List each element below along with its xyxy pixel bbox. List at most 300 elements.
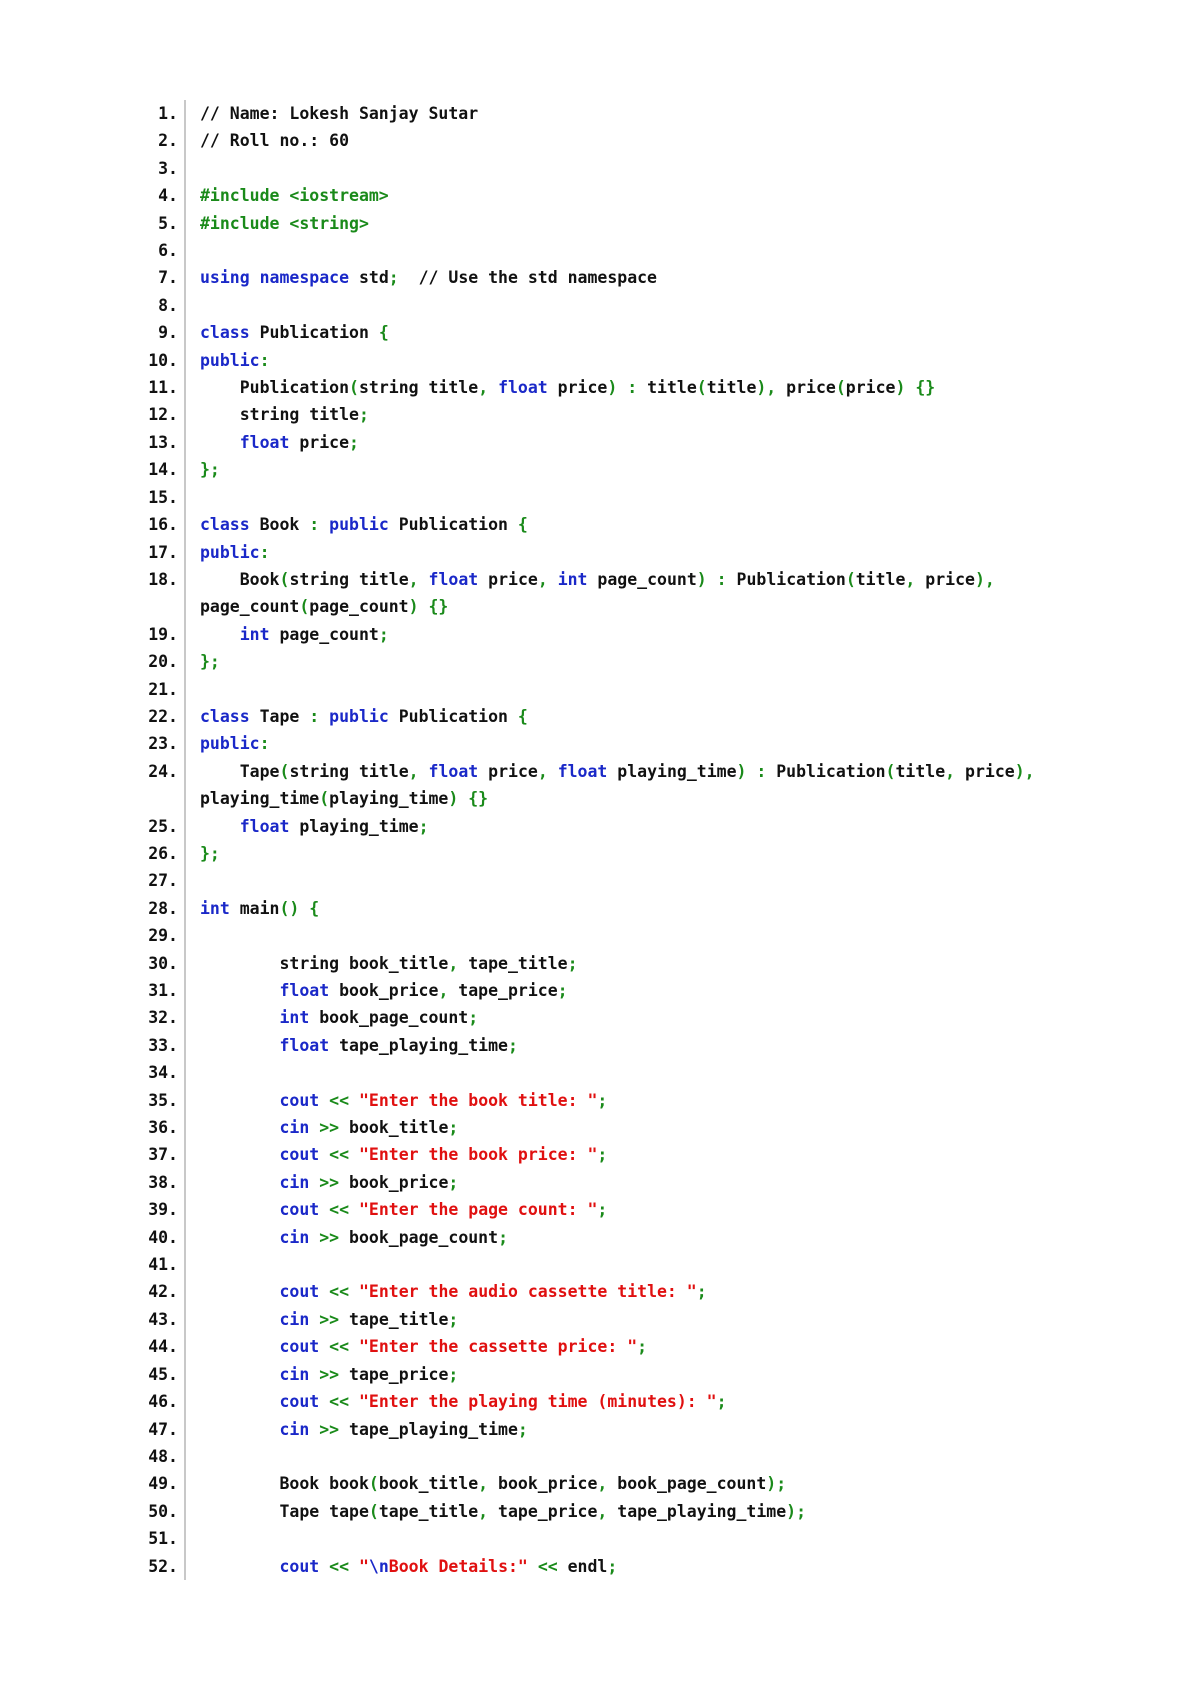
comment-token: // Use the std namespace — [418, 268, 657, 288]
code-text: playing_time — [200, 789, 320, 809]
code-line — [140, 1525, 1140, 1552]
code-line — [140, 1416, 1140, 1443]
keyword-token: using — [200, 268, 250, 288]
code-text: playing_time — [329, 789, 449, 809]
line-number: 31. — [140, 977, 185, 1004]
keyword-token: public — [200, 734, 260, 754]
code-text — [200, 1173, 279, 1192]
line-number: 18. — [140, 566, 185, 621]
code-line — [140, 1141, 1140, 1168]
code-line — [140, 210, 1140, 237]
punctuation-token: >> — [319, 1227, 340, 1247]
code-text — [200, 1118, 279, 1137]
keyword-token: int — [557, 569, 588, 589]
code-text: std — [349, 268, 389, 288]
punctuation-token: ; — [607, 1556, 618, 1576]
punctuation-token: << — [329, 1282, 350, 1302]
code-text — [458, 789, 468, 808]
code-text — [200, 1310, 279, 1329]
line-number: 4. — [140, 182, 185, 209]
code-text — [185, 319, 1140, 346]
code-line — [140, 703, 1140, 730]
line-number: 51. — [140, 1525, 185, 1552]
keyword-token: cout — [279, 1090, 320, 1110]
code-line — [140, 456, 1140, 483]
line-number: 30. — [140, 950, 185, 977]
punctuation-token: ; — [517, 1419, 528, 1439]
string-token: "Enter the cassette price: " — [358, 1337, 638, 1357]
code-text — [349, 1337, 359, 1356]
punctuation-token: , — [478, 1474, 489, 1494]
string-token: " — [358, 1556, 369, 1576]
code-text: playing_time — [607, 761, 737, 781]
comment-token: // Roll no.: 60 — [200, 131, 350, 151]
code-text — [185, 374, 1140, 401]
line-number: 40. — [140, 1224, 185, 1251]
punctuation-token: ; — [448, 1118, 459, 1138]
code-text — [200, 433, 240, 452]
code-line — [140, 977, 1140, 1004]
punctuation-token: { — [309, 898, 320, 918]
code-text — [185, 730, 1140, 757]
line-number: 36. — [140, 1114, 185, 1141]
code-text — [185, 210, 1140, 237]
code-line — [140, 676, 1140, 703]
code-text — [319, 1091, 329, 1110]
code-text — [185, 484, 1140, 511]
line-number: 10. — [140, 347, 185, 374]
code-text — [419, 597, 429, 616]
line-number: 33. — [140, 1032, 185, 1059]
code-text — [309, 1173, 319, 1192]
code-text — [319, 1337, 329, 1356]
code-line — [140, 292, 1140, 319]
punctuation-token: : — [627, 378, 638, 398]
punctuation-token: , — [597, 1474, 608, 1494]
code-text — [309, 1420, 319, 1439]
code-text — [200, 1337, 279, 1356]
code-text: tape_price — [488, 1501, 598, 1521]
code-text — [185, 292, 1140, 319]
line-number: 25. — [140, 813, 185, 840]
code-text — [299, 899, 309, 918]
code-line — [140, 1087, 1140, 1114]
punctuation-token: ; — [637, 1337, 648, 1357]
line-number: 17. — [140, 539, 185, 566]
line-number: 3. — [140, 155, 185, 182]
punctuation-token: ), — [756, 378, 777, 398]
line-number: 23. — [140, 730, 185, 757]
code-text — [185, 1553, 1140, 1580]
escape-token: \n — [368, 1556, 389, 1576]
code-line — [140, 1224, 1140, 1251]
keyword-token: float — [279, 981, 330, 1000]
punctuation-token: ; — [696, 1282, 707, 1302]
line-number: 6. — [140, 237, 185, 264]
code-text — [419, 762, 429, 781]
punctuation-token: << — [537, 1556, 558, 1576]
punctuation-token: ), — [1014, 761, 1035, 781]
punctuation-token: ; — [468, 1008, 479, 1028]
code-line — [140, 730, 1140, 757]
code-text — [185, 155, 1140, 182]
code-line — [140, 840, 1140, 867]
keyword-token: cin — [279, 1364, 310, 1384]
punctuation-token: ( — [696, 378, 707, 398]
line-number: 21. — [140, 676, 185, 703]
keyword-token: public — [200, 350, 260, 370]
punctuation-token: { — [378, 323, 389, 343]
code-text: string title — [289, 569, 409, 589]
code-text — [185, 401, 1140, 428]
punctuation-token: >> — [319, 1172, 340, 1192]
keyword-token: cin — [279, 1118, 310, 1138]
punctuation-token: ) — [408, 597, 419, 617]
code-text: book_title — [378, 1474, 479, 1494]
punctuation-token: ); — [766, 1474, 787, 1494]
preprocessor-token: #include <iostream> — [200, 186, 389, 206]
code-text — [200, 981, 279, 1000]
line-number: 27. — [140, 867, 185, 894]
code-text: price — [478, 569, 538, 589]
line-number: 13. — [140, 429, 185, 456]
punctuation-token: , — [945, 761, 956, 781]
string-token: Book Details:" — [388, 1556, 528, 1576]
string-token: "Enter the book price: " — [358, 1145, 598, 1165]
punctuation-token: << — [329, 1200, 350, 1220]
code-text — [319, 1145, 329, 1164]
code-line — [140, 319, 1140, 346]
line-number: 50. — [140, 1498, 185, 1525]
code-text — [185, 1224, 1140, 1251]
punctuation-token: ; — [448, 1364, 459, 1384]
punctuation-token: , — [408, 569, 419, 589]
line-number: 38. — [140, 1169, 185, 1196]
code-text: tape_playing_time — [339, 1419, 518, 1439]
code-text — [200, 1145, 279, 1164]
code-text: string book_title — [200, 953, 449, 973]
code-text — [185, 1470, 1140, 1497]
code-text — [707, 570, 717, 589]
punctuation-token: >> — [319, 1309, 340, 1329]
punctuation-token: ( — [885, 761, 896, 781]
punctuation-token: , — [478, 378, 489, 398]
punctuation-token: >> — [319, 1419, 340, 1439]
punctuation-token: () — [279, 898, 300, 918]
code-text — [185, 127, 1140, 154]
code-line — [140, 566, 1140, 621]
code-text — [200, 1091, 279, 1110]
code-text — [309, 1118, 319, 1137]
code-line — [140, 182, 1140, 209]
punctuation-token: << — [329, 1337, 350, 1357]
code-text — [200, 1282, 279, 1301]
code-text: Book book — [200, 1474, 369, 1494]
punctuation-token: ; — [597, 1090, 608, 1110]
keyword-token: cin — [279, 1172, 310, 1192]
punctuation-token: , — [905, 569, 916, 589]
keyword-token: cin — [279, 1309, 310, 1329]
keyword-token: cout — [279, 1200, 320, 1220]
code-text — [528, 1557, 538, 1576]
punctuation-token: ; — [567, 953, 578, 973]
line-number: 14. — [140, 456, 185, 483]
line-number: 35. — [140, 1087, 185, 1114]
code-line — [140, 1278, 1140, 1305]
line-number: 43. — [140, 1306, 185, 1333]
code-text: page_count — [269, 624, 379, 644]
code-text — [250, 268, 260, 287]
keyword-token: float — [428, 761, 479, 781]
punctuation-token: , — [537, 761, 548, 781]
code-text — [200, 1036, 279, 1055]
code-text: book_price — [329, 981, 439, 1000]
code-text — [185, 922, 1140, 949]
line-number: 52. — [140, 1553, 185, 1580]
code-line — [140, 1498, 1140, 1525]
keyword-token: float — [428, 569, 479, 589]
code-line — [140, 429, 1140, 456]
code-text — [185, 1251, 1140, 1278]
code-text — [185, 1032, 1140, 1059]
punctuation-token: ( — [299, 597, 310, 617]
line-number: 19. — [140, 621, 185, 648]
keyword-token: cin — [279, 1419, 310, 1439]
code-text — [185, 676, 1140, 703]
code-text — [185, 1498, 1140, 1525]
code-text: Publication — [200, 378, 350, 398]
code-text — [185, 813, 1140, 840]
code-text: book_page_count — [339, 1227, 499, 1247]
punctuation-token: , — [478, 1501, 489, 1521]
punctuation-token: ; — [448, 1309, 459, 1329]
punctuation-token: { — [517, 706, 528, 726]
code-line — [140, 867, 1140, 894]
line-number: 39. — [140, 1196, 185, 1223]
code-text — [185, 1059, 1140, 1086]
punctuation-token: {} — [428, 597, 449, 617]
punctuation-token: { — [517, 515, 528, 535]
code-text — [185, 1416, 1140, 1443]
code-text — [319, 515, 329, 534]
code-text — [185, 1361, 1140, 1388]
code-line — [140, 895, 1140, 922]
code-text — [200, 1228, 279, 1247]
code-text: tape_title — [339, 1309, 449, 1329]
punctuation-token: ( — [319, 789, 330, 809]
code-text — [319, 707, 329, 726]
punctuation-token: , — [597, 1501, 608, 1521]
line-number: 47. — [140, 1416, 185, 1443]
code-text — [185, 237, 1140, 264]
code-text: book_price — [339, 1172, 449, 1192]
keyword-token: int — [279, 1008, 310, 1028]
code-text: price — [547, 378, 608, 398]
keyword-token: class — [200, 706, 250, 726]
keyword-token: cout — [279, 1392, 320, 1412]
code-text — [185, 1333, 1140, 1360]
keyword-token: cin — [279, 1227, 310, 1247]
punctuation-token: }; — [200, 460, 220, 480]
line-number: 37. — [140, 1141, 185, 1168]
code-line — [140, 511, 1140, 538]
code-line — [140, 1196, 1140, 1223]
code-line — [140, 100, 1140, 127]
code-text — [349, 1392, 359, 1411]
code-line — [140, 1553, 1140, 1580]
punctuation-token: << — [329, 1392, 350, 1412]
code-line — [140, 1361, 1140, 1388]
code-text — [185, 182, 1140, 209]
punctuation-token: ; — [448, 1172, 459, 1192]
code-text — [200, 625, 240, 644]
code-text — [185, 566, 1140, 621]
code-line — [140, 621, 1140, 648]
code-text: string title — [200, 405, 359, 425]
line-number: 5. — [140, 210, 185, 237]
line-number: 16. — [140, 511, 185, 538]
code-text — [185, 867, 1140, 894]
code-listing-body — [140, 100, 1140, 1580]
line-number: 29. — [140, 922, 185, 949]
string-token: "Enter the page count: " — [358, 1200, 598, 1220]
line-number: 15. — [140, 484, 185, 511]
code-text: endl — [557, 1556, 608, 1576]
code-text — [548, 570, 558, 589]
code-text: string title — [289, 761, 409, 781]
code-line — [140, 401, 1140, 428]
code-text: book_title — [339, 1118, 449, 1138]
code-text — [185, 758, 1140, 813]
line-number: 8. — [140, 292, 185, 319]
code-text — [185, 347, 1140, 374]
punctuation-token: ( — [349, 378, 359, 398]
code-text — [185, 895, 1140, 922]
code-line — [140, 1059, 1140, 1086]
code-text — [185, 1141, 1140, 1168]
code-text — [200, 1365, 279, 1384]
code-text — [185, 977, 1140, 1004]
keyword-token: namespace — [259, 268, 350, 288]
code-text: price — [845, 378, 896, 398]
code-text — [185, 100, 1140, 127]
keyword-token: class — [200, 323, 250, 343]
code-text: Book — [249, 515, 310, 535]
code-text — [349, 1557, 359, 1576]
keyword-token: float — [239, 432, 290, 452]
line-number: 2. — [140, 127, 185, 154]
code-text: price — [915, 569, 975, 589]
code-text — [185, 429, 1140, 456]
line-number: 12. — [140, 401, 185, 428]
code-text — [185, 1388, 1140, 1415]
punctuation-token: {} — [468, 789, 489, 809]
code-text — [185, 1004, 1140, 1031]
code-text: title — [706, 378, 757, 398]
line-number: 45. — [140, 1361, 185, 1388]
punctuation-token: ; — [597, 1145, 608, 1165]
code-text: title — [895, 761, 946, 781]
code-line — [140, 484, 1140, 511]
punctuation-token: ; — [507, 1035, 518, 1055]
punctuation-token: ( — [279, 761, 290, 781]
line-number: 48. — [140, 1443, 185, 1470]
code-line — [140, 813, 1140, 840]
keyword-token: public — [329, 706, 389, 726]
keyword-token: cout — [279, 1556, 320, 1576]
punctuation-token: ) — [448, 789, 459, 809]
code-line — [140, 347, 1140, 374]
string-token: "Enter the book title: " — [358, 1090, 598, 1110]
line-number: 22. — [140, 703, 185, 730]
keyword-token: cout — [279, 1282, 320, 1302]
code-text: Tape — [249, 706, 310, 726]
code-line — [140, 1251, 1140, 1278]
code-text: Publication — [766, 761, 886, 781]
code-text: price — [289, 432, 350, 452]
line-number: 11. — [140, 374, 185, 401]
code-text — [185, 1278, 1140, 1305]
code-text — [185, 456, 1140, 483]
code-text: main — [229, 898, 280, 918]
punctuation-token: : — [756, 761, 767, 781]
code-text — [185, 1169, 1140, 1196]
line-number: 1. — [140, 100, 185, 127]
code-line — [140, 1306, 1140, 1333]
code-line — [140, 237, 1140, 264]
code-line — [140, 1004, 1140, 1031]
punctuation-token: }; — [200, 843, 220, 863]
code-text: page_count — [309, 597, 409, 617]
punctuation-token: : — [716, 569, 727, 589]
keyword-token: cout — [279, 1145, 320, 1165]
code-text — [185, 703, 1140, 730]
code-text: string title — [358, 378, 479, 398]
code-text: price — [955, 761, 1015, 781]
string-token: "Enter the playing time (minutes): " — [358, 1392, 717, 1412]
code-text: Book — [200, 569, 280, 589]
punctuation-token: << — [329, 1090, 350, 1110]
code-text: Tape tape — [200, 1501, 369, 1521]
code-text — [200, 1557, 279, 1576]
code-line — [140, 539, 1140, 566]
punctuation-token: ; — [557, 981, 568, 1000]
code-text: page_count — [587, 569, 697, 589]
code-line — [140, 922, 1140, 949]
code-text — [309, 1310, 319, 1329]
code-text — [309, 1365, 319, 1384]
code-text — [185, 950, 1140, 977]
line-number: 32. — [140, 1004, 185, 1031]
code-text — [349, 1145, 359, 1164]
code-text — [185, 1087, 1140, 1114]
code-line — [140, 127, 1140, 154]
code-line — [140, 264, 1140, 291]
punctuation-token: >> — [319, 1364, 340, 1384]
code-text: book_page_count — [309, 1008, 469, 1028]
punctuation-token: ( — [279, 569, 290, 589]
code-text: price — [478, 761, 538, 781]
code-text — [200, 817, 240, 836]
keyword-token: int — [239, 624, 270, 644]
code-text — [200, 1392, 279, 1411]
code-text: Publication — [726, 569, 846, 589]
line-number: 42. — [140, 1278, 185, 1305]
code-text: Publication — [249, 323, 379, 343]
code-text — [349, 1200, 359, 1219]
code-text — [319, 1200, 329, 1219]
keyword-token: float — [498, 378, 548, 398]
